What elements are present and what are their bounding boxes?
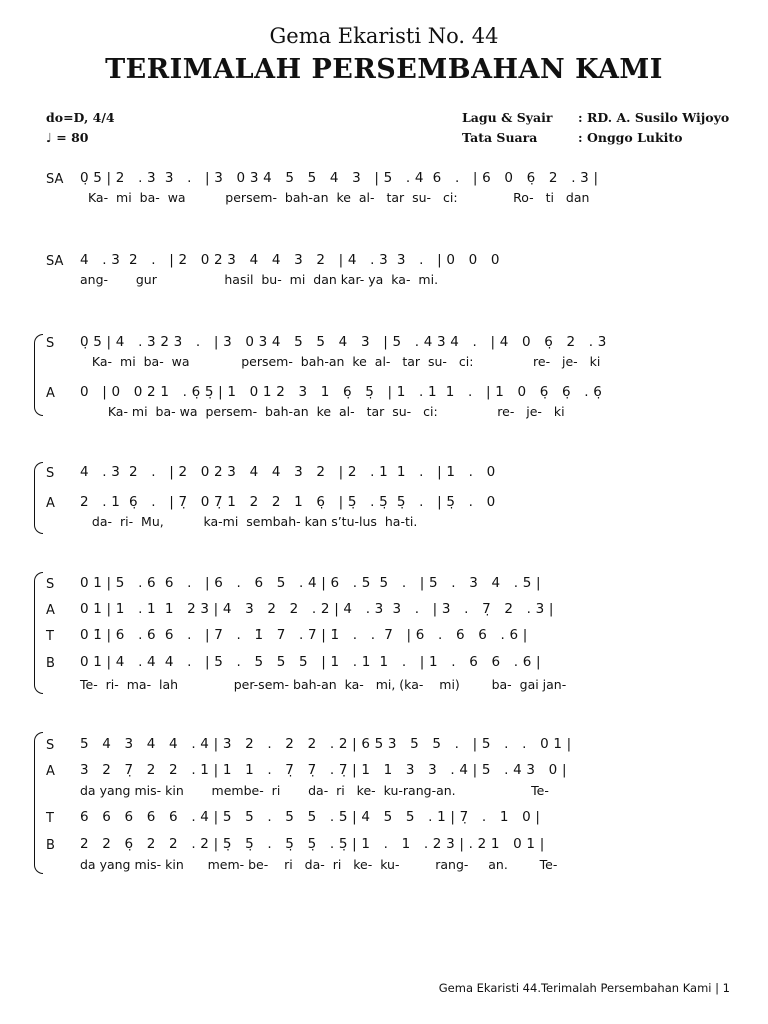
notes-line: 0̣ 5 | 2 . 3 3 . | 3 0 3 4 5 5 4 3 | 5 . 4 6 . | 6 0 6̣ 2 . 3 |: [80, 170, 599, 186]
part-label: S: [46, 336, 55, 351]
part-label: SA: [46, 172, 64, 187]
lyrics-line: da yang mis- kin mem- be- ri da- ri ke- ku- rang- an. Te-: [80, 857, 558, 872]
notes-line: 3 2 7̣ 2 2 . 1 | 1 1 . 7̣ 7̣ . 7̣ | 1 1 3 3 . 4 | 5 . 4 3 0 |: [80, 762, 567, 778]
part-label: T: [46, 629, 54, 644]
song-subtitle: Gema Ekaristi No. 44: [269, 24, 499, 48]
notes-line: 0 | 0 0 2 1 . 6̣ 5̣ | 1 0 1 2 3 1 6̣ 5̣ | 1 . 1 1 . | 1 0 6̣ 6̣ . 6̣: [80, 384, 603, 400]
notes-line: 2 2 6̣ 2 2 . 2 | 5̣ 5̣ . 5̣ 5̣ . 5̣ | 1 . 1 . 2 3 | . 2 1 0 1 |: [80, 836, 545, 852]
notes-line: 0 1 | 5 . 6 6 . | 6 . 6 5 . 4 | 6 . 5 5 . | 5 . 3 4 . 5 |: [80, 575, 541, 591]
part-label: A: [46, 764, 55, 779]
lyrics-line: Te- ri- ma- lah per-sem- bah-an ka- mi, (ka- mi) ba- gai jan-: [80, 677, 567, 692]
notes-line: 6 6 6 6 6 . 4 | 5 5 . 5 5 . 5 | 4 5 5 . 1 | 7̣ . 1 0 |: [80, 809, 541, 825]
credit-label-arranger: Tata Suara: [462, 130, 538, 145]
page-footer: Gema Ekaristi 44.Terimalah Persembahan Kami | 1: [438, 981, 730, 995]
lyrics-line: ang- gur hasil bu- mi dan kar- ya ka- mi.: [80, 272, 439, 287]
part-label: S: [46, 738, 55, 753]
notes-line: 4 . 3 2 . | 2 0 2 3 4 4 3 2 | 4 . 3 3 . | 0 0 0: [80, 252, 500, 268]
lyrics-line: Ka- mi ba- wa persem- bah-an ke al- tar su- ci: Ro- ti dan: [80, 190, 590, 205]
credit-value-arranger: : Onggo Lukito: [578, 130, 683, 145]
notes-line: 0̣ 5 | 4 . 3 2 3 . | 3 0 3 4 5 5 4 3 | 5 . 4 3 4 . | 4 0 6̣ 2 . 3: [80, 334, 607, 350]
part-label: B: [46, 656, 55, 671]
credit-value-composer: : RD. A. Susilo Wijoyo: [578, 110, 730, 125]
part-label: T: [46, 811, 54, 826]
song-title: TERIMALAH PERSEMBAHAN KAMI: [105, 54, 663, 85]
system-brace: [34, 334, 43, 416]
notes-line: 0 1 | 4 . 4 4 . | 5 . 5 5 5 | 1 . 1 1 . | 1 . 6 6 . 6 |: [80, 654, 541, 670]
lyrics-line: Ka- mi ba- wa persem- bah-an ke al- tar su- ci: re- je- ki: [80, 404, 565, 419]
part-label: A: [46, 603, 55, 618]
notes-line: 5 4 3 4 4 . 4 | 3 2 . 2 2 . 2 | 6 5 3 5 5 . | 5 . . 0 1 |: [80, 736, 572, 752]
credit-label-composer: Lagu & Syair: [462, 110, 553, 125]
part-label: S: [46, 466, 55, 481]
system-brace: [34, 572, 43, 694]
part-label: SA: [46, 254, 64, 269]
lyrics-line: da- ri- Mu, ka-mi sembah- kan s’tu-lus ha-ti.: [80, 514, 418, 529]
part-label: B: [46, 838, 55, 853]
tempo-marking: ♩ = 80: [46, 130, 89, 145]
lyrics-line: Ka- mi ba- wa persem- bah-an ke al- tar su- ci: re- je- ki: [80, 354, 601, 369]
part-label: S: [46, 577, 55, 592]
system-brace: [34, 462, 43, 534]
notes-line: 4 . 3 2 . | 2 0 2 3 4 4 3 2 | 2 . 1 1 . | 1 . 0: [80, 464, 496, 480]
key-signature: do=D, 4/4: [46, 110, 115, 125]
lyrics-line: da yang mis- kin membe- ri da- ri ke- ku-rang-an. Te-: [80, 783, 549, 798]
notes-line: 0 1 | 1 . 1 1 2 3 | 4 3 2 2 . 2 | 4 . 3 3 . | 3 . 7̣ 2 . 3 |: [80, 601, 554, 617]
notes-line: 0 1̇ | 6 . 6 6 . | 7 . 1̇ 7 . 7 | 1̇ . . 7 | 6 . 6 6 . 6 |: [80, 627, 528, 643]
notes-line: 2 . 1 6̣ . | 7̣ 0 7̣ 1 2 2 1 6̣ | 5̣ . 5̣ 5̣ . | 5̣ . 0: [80, 494, 496, 510]
part-label: A: [46, 386, 55, 401]
system-brace: [34, 732, 43, 874]
part-label: A: [46, 496, 55, 511]
